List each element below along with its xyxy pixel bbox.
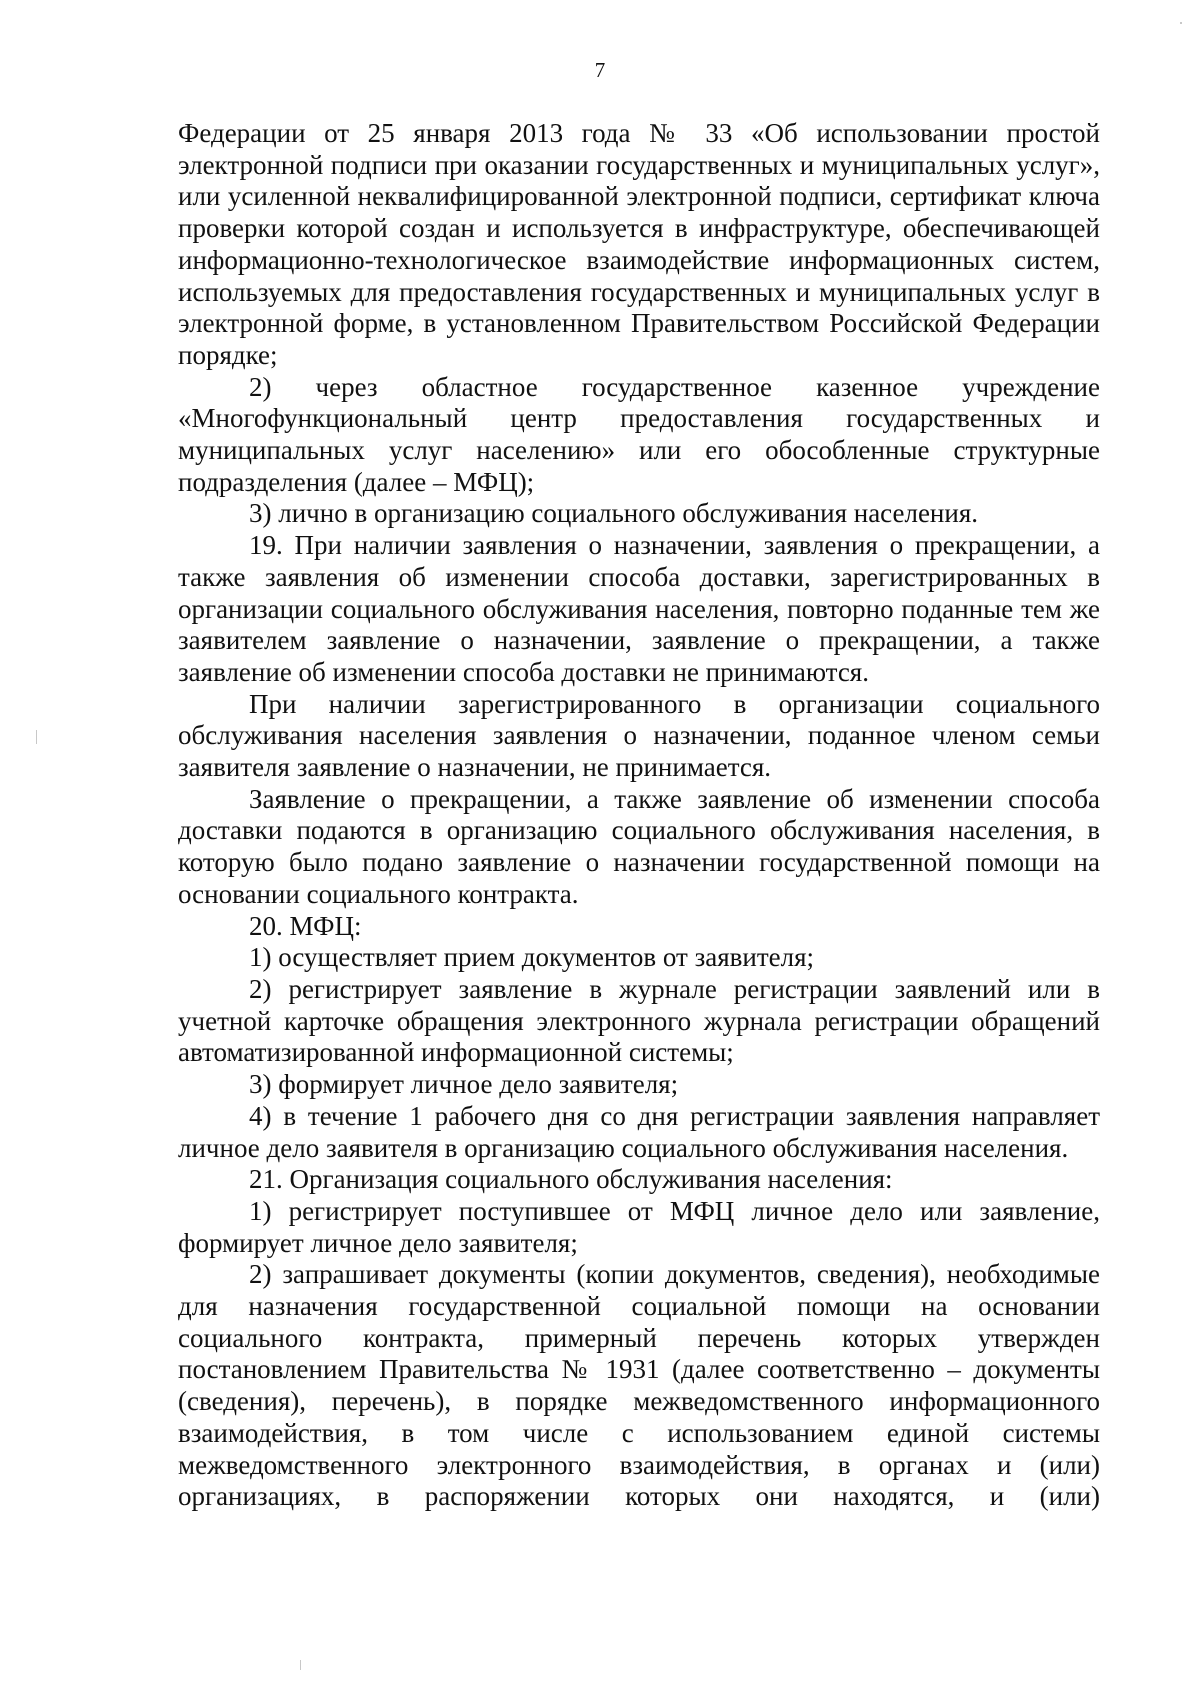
scan-speck <box>36 730 37 744</box>
paragraph-continuation: Федерации от 25 января 2013 года № 33 «Об использовании простой электронной подписи при оказании государственных и муниципальных услуг», или усиленной неквалифицированной электронной подписи, сертификат ключа проверки которой создан и используется в инфраструктуре, обеспечивающей информационно-технологическое взаимодействие информационных систем, используемых для предоставления государственных и муниципальных услуг в электронной форме, в установленном Правительством Российской Федерации порядке; <box>178 118 1100 370</box>
scan-speck <box>300 1660 301 1670</box>
paragraph-clause-20-item-1: 1) осуществляет прием документов от заявителя; <box>249 942 815 973</box>
paragraph-clause-21-item-1: 1) регистрирует поступившее от МФЦ личное дело или заявление, формирует личное дело заявителя; <box>178 1195 1100 1258</box>
paragraph-clause-20-heading: 20. МФЦ: <box>249 910 362 941</box>
scan-speck <box>1180 22 1182 24</box>
paragraph-item-2-mfc: 2) через областное государственное казенное учреждение «Многофункциональный центр предоставления государственных и муниципальных услуг населению» или его обособленные структурные подразделения (далее – МФЦ); <box>178 371 1100 497</box>
paragraph-item-3-in-person: 3) лично в организацию социального обслуживания населения. <box>249 498 978 529</box>
paragraph-clause-20-item-2: 2) регистрирует заявление в журнале регистрации заявлений или в учетной карточке обращения электронного журнала регистрации обращений автоматизированной информационной системы; <box>178 973 1100 1068</box>
paragraph-clause-19-termination: Заявление о прекращении, а также заявление об изменении способа доставки подаются в организацию социального обслуживания населения, в которую было подано заявление о назначении государственной помощи на основании социального контракта. <box>178 783 1100 909</box>
paragraph-clause-20-item-4: 4) в течение 1 рабочего дня со дня регистрации заявления направляет личное дело заявителя в организацию социального обслуживания населения. <box>178 1100 1100 1163</box>
paragraph-clause-19-family: При наличии зарегистрированного в организации социального обслуживания населения заявления о назначении, поданное членом семьи заявителя заявление о назначении, не принимается. <box>178 688 1100 783</box>
paragraph-clause-21-item-2: 2) запрашивает документы (копии документов, сведения), необходимые для назначения государственной социальной помощи на основании социального контракта, примерный перечень которых утвержден постановлением Правительства № 1931 (далее соответственно – документы (сведения), перечень), в порядке межведомственного информационного взаимодействия, в том числе с использованием единой системы межведомственного электронного взаимодействия, в органах и (или) организациях, в распоряжении которых они находятся, и (или) <box>178 1259 1100 1512</box>
paragraph-clause-21-heading: 21. Организация социального обслуживания населения: <box>249 1164 893 1195</box>
page-number: 7 <box>594 58 606 82</box>
paragraph-clause-19: 19. При наличии заявления о назначении, заявления о прекращении, а также заявления об изменении способа доставки, зарегистрированных в организации социального обслуживания населения, повторно поданные тем же заявителем заявление о назначении, заявление о прекращении, а также заявление об изменении способа доставки не принимаются. <box>178 530 1100 687</box>
paragraph-clause-20-item-3: 3) формирует личное дело заявителя; <box>249 1069 679 1100</box>
document-body <box>178 118 1100 1513</box>
